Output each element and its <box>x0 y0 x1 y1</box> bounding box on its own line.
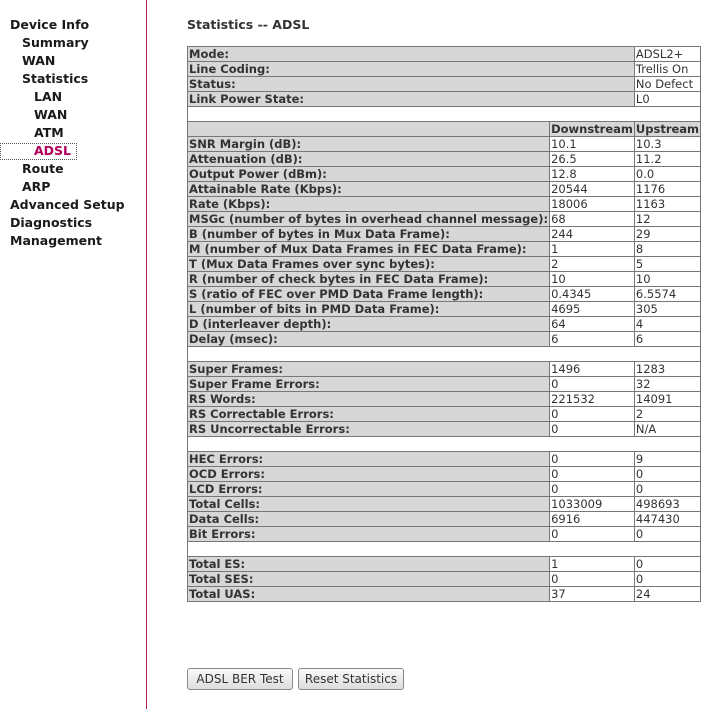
nav-advanced-setup[interactable]: Advanced Setup <box>10 197 125 212</box>
table-row <box>188 497 701 512</box>
upstream-value: 24 <box>634 587 700 602</box>
row-label: Line Coding: <box>188 62 635 77</box>
downstream-value: 4695 <box>550 302 635 317</box>
row-label: Total SES: <box>188 572 550 587</box>
nav-statistics[interactable]: Statistics <box>22 71 89 86</box>
header-downstream: Downstream <box>551 122 633 136</box>
downstream-value: 64 <box>550 317 635 332</box>
downstream-value: 1 <box>550 242 635 257</box>
header-upstream: Upstream <box>635 122 700 136</box>
row-label: Bit Errors: <box>188 527 550 542</box>
upstream-value: 8 <box>634 242 700 257</box>
table-row <box>188 392 701 407</box>
header-blank <box>188 122 550 137</box>
upstream-value: 0 <box>634 467 700 482</box>
row-label: Total ES: <box>188 557 550 572</box>
downstream-value: 0 <box>550 407 635 422</box>
table-row <box>188 422 701 437</box>
downstream-value: 221532 <box>550 392 635 407</box>
upstream-value: 11.2 <box>634 152 700 167</box>
row-value: No Defect <box>634 77 700 92</box>
table-row <box>188 77 701 92</box>
upstream-value: 5 <box>634 257 700 272</box>
row-label: T (Mux Data Frames over sync bytes): <box>188 257 550 272</box>
upstream-value: 498693 <box>634 497 700 512</box>
nav-management[interactable]: Management <box>10 233 103 248</box>
row-label: HEC Errors: <box>188 452 550 467</box>
reset-statistics-button[interactable]: Reset Statistics <box>298 668 404 690</box>
upstream-value: 10.3 <box>634 137 700 152</box>
row-value: ADSL2+ <box>634 47 700 62</box>
upstream-value: 4 <box>634 317 700 332</box>
row-label: Attenuation (dB): <box>188 152 550 167</box>
spacer-row <box>188 437 701 452</box>
upstream-value: 0.0 <box>634 167 700 182</box>
table-row <box>188 137 701 152</box>
row-label: Super Frames: <box>188 362 550 377</box>
table-row <box>188 557 701 572</box>
table-row <box>188 287 701 302</box>
row-label: Data Cells: <box>188 512 550 527</box>
row-label: Mode: <box>188 47 635 62</box>
row-label: OCD Errors: <box>188 467 550 482</box>
row-label: Rate (Kbps): <box>188 197 550 212</box>
table-row <box>188 197 701 212</box>
downstream-value: 0 <box>550 482 635 497</box>
upstream-value: 1163 <box>634 197 700 212</box>
upstream-value: 0 <box>634 572 700 587</box>
upstream-value: 447430 <box>634 512 700 527</box>
table-row <box>188 467 701 482</box>
sidebar-nav <box>0 0 147 709</box>
spacer-row <box>188 347 701 362</box>
upstream-value: 2 <box>634 407 700 422</box>
row-label: S (ratio of FEC over PMD Data Frame length): <box>188 287 550 302</box>
nav-stat-wan[interactable]: WAN <box>34 107 68 122</box>
row-label: Delay (msec): <box>188 332 550 347</box>
table-row <box>188 407 701 422</box>
downstream-value: 2 <box>550 257 635 272</box>
upstream-value: 0 <box>634 527 700 542</box>
row-label: Attainable Rate (Kbps): <box>188 182 550 197</box>
table-row <box>188 167 701 182</box>
upstream-value: 12 <box>634 212 700 227</box>
downstream-value: 10 <box>550 272 635 287</box>
table-row <box>188 212 701 227</box>
row-label: L (number of bits in PMD Data Frame): <box>188 302 550 317</box>
row-label: RS Correctable Errors: <box>188 407 550 422</box>
row-label: Total Cells: <box>188 497 550 512</box>
row-label: R (number of check bytes in FEC Data Frame): <box>188 272 550 287</box>
downstream-value: 0 <box>550 527 635 542</box>
row-label: SNR Margin (dB): <box>188 137 550 152</box>
table-row <box>188 317 701 332</box>
downstream-value: 0 <box>550 572 635 587</box>
adsl-stats-table <box>187 46 701 602</box>
upstream-value: 6.5574 <box>634 287 700 302</box>
downstream-value: 37 <box>550 587 635 602</box>
upstream-value: 305 <box>634 302 700 317</box>
spacer-row <box>188 107 701 122</box>
adsl-ber-test-button[interactable]: ADSL BER Test <box>187 668 293 690</box>
row-label: Status: <box>188 77 635 92</box>
table-row <box>188 482 701 497</box>
downstream-value: 6916 <box>550 512 635 527</box>
table-row <box>188 227 701 242</box>
downstream-value: 1033009 <box>550 497 635 512</box>
upstream-value: 9 <box>634 452 700 467</box>
upstream-value: 6 <box>634 332 700 347</box>
upstream-value: 1283 <box>634 362 700 377</box>
row-label: LCD Errors: <box>188 482 550 497</box>
nav-summary[interactable]: Summary <box>22 35 89 50</box>
upstream-value: 10 <box>634 272 700 287</box>
table-row <box>188 47 701 62</box>
table-row <box>188 257 701 272</box>
downstream-value: 20544 <box>550 182 635 197</box>
upstream-value: 32 <box>634 377 700 392</box>
downstream-value: 68 <box>550 212 635 227</box>
downstream-value: 1496 <box>550 362 635 377</box>
page-title: Statistics -- ADSL <box>187 17 310 32</box>
table-row <box>188 452 701 467</box>
row-label: RS Uncorrectable Errors: <box>188 422 550 437</box>
upstream-value: 14091 <box>634 392 700 407</box>
downstream-value: 26.5 <box>550 152 635 167</box>
downstream-value: 18006 <box>550 197 635 212</box>
table-row <box>188 572 701 587</box>
nav-device-info[interactable]: Device Info <box>10 17 90 32</box>
downstream-value: 1 <box>550 557 635 572</box>
upstream-value: N/A <box>634 422 700 437</box>
nav-wan[interactable]: WAN <box>22 53 56 68</box>
nav-route[interactable]: Route <box>22 161 64 176</box>
table-row <box>188 302 701 317</box>
row-label: Output Power (dBm): <box>188 167 550 182</box>
upstream-value: 29 <box>634 227 700 242</box>
upstream-value: 0 <box>634 482 700 497</box>
downstream-value: 244 <box>550 227 635 242</box>
row-label: RS Words: <box>188 392 550 407</box>
row-label: B (number of bytes in Mux Data Frame): <box>188 227 550 242</box>
nav-stat-adsl[interactable]: ADSL <box>34 143 72 158</box>
table-row <box>188 272 701 287</box>
table-row <box>188 587 701 602</box>
row-value: Trellis On <box>634 62 700 77</box>
row-value: L0 <box>634 92 700 107</box>
row-label: Super Frame Errors: <box>188 377 550 392</box>
nav-arp[interactable]: ARP <box>22 179 51 194</box>
upstream-value: 1176 <box>634 182 700 197</box>
downstream-value: 6 <box>550 332 635 347</box>
table-row <box>188 242 701 257</box>
table-row <box>188 512 701 527</box>
table-header-row <box>188 122 701 137</box>
row-label: Total UAS: <box>188 587 550 602</box>
row-label: Link Power State: <box>188 92 635 107</box>
nav-diagnostics[interactable]: Diagnostics <box>10 215 93 230</box>
downstream-value: 0 <box>550 422 635 437</box>
table-row <box>188 377 701 392</box>
nav-stat-lan[interactable]: LAN <box>34 89 63 104</box>
downstream-value: 10.1 <box>550 137 635 152</box>
table-row <box>188 92 701 107</box>
upstream-value: 0 <box>634 557 700 572</box>
row-label: MSGc (number of bytes in overhead channel message): <box>189 212 549 226</box>
spacer-row <box>188 542 701 557</box>
row-label: M (number of Mux Data Frames in FEC Data Frame): <box>188 242 550 257</box>
downstream-value: 0 <box>550 467 635 482</box>
table-row <box>188 362 701 377</box>
table-row <box>188 182 701 197</box>
downstream-value: 0.4345 <box>550 287 635 302</box>
table-row <box>188 152 701 167</box>
downstream-value: 12.8 <box>550 167 635 182</box>
downstream-value: 0 <box>550 377 635 392</box>
row-label: D (interleaver depth): <box>188 317 550 332</box>
table-row <box>188 527 701 542</box>
nav-stat-atm[interactable]: ATM <box>34 125 64 140</box>
table-row <box>188 62 701 77</box>
table-row <box>188 332 701 347</box>
downstream-value: 0 <box>550 452 635 467</box>
